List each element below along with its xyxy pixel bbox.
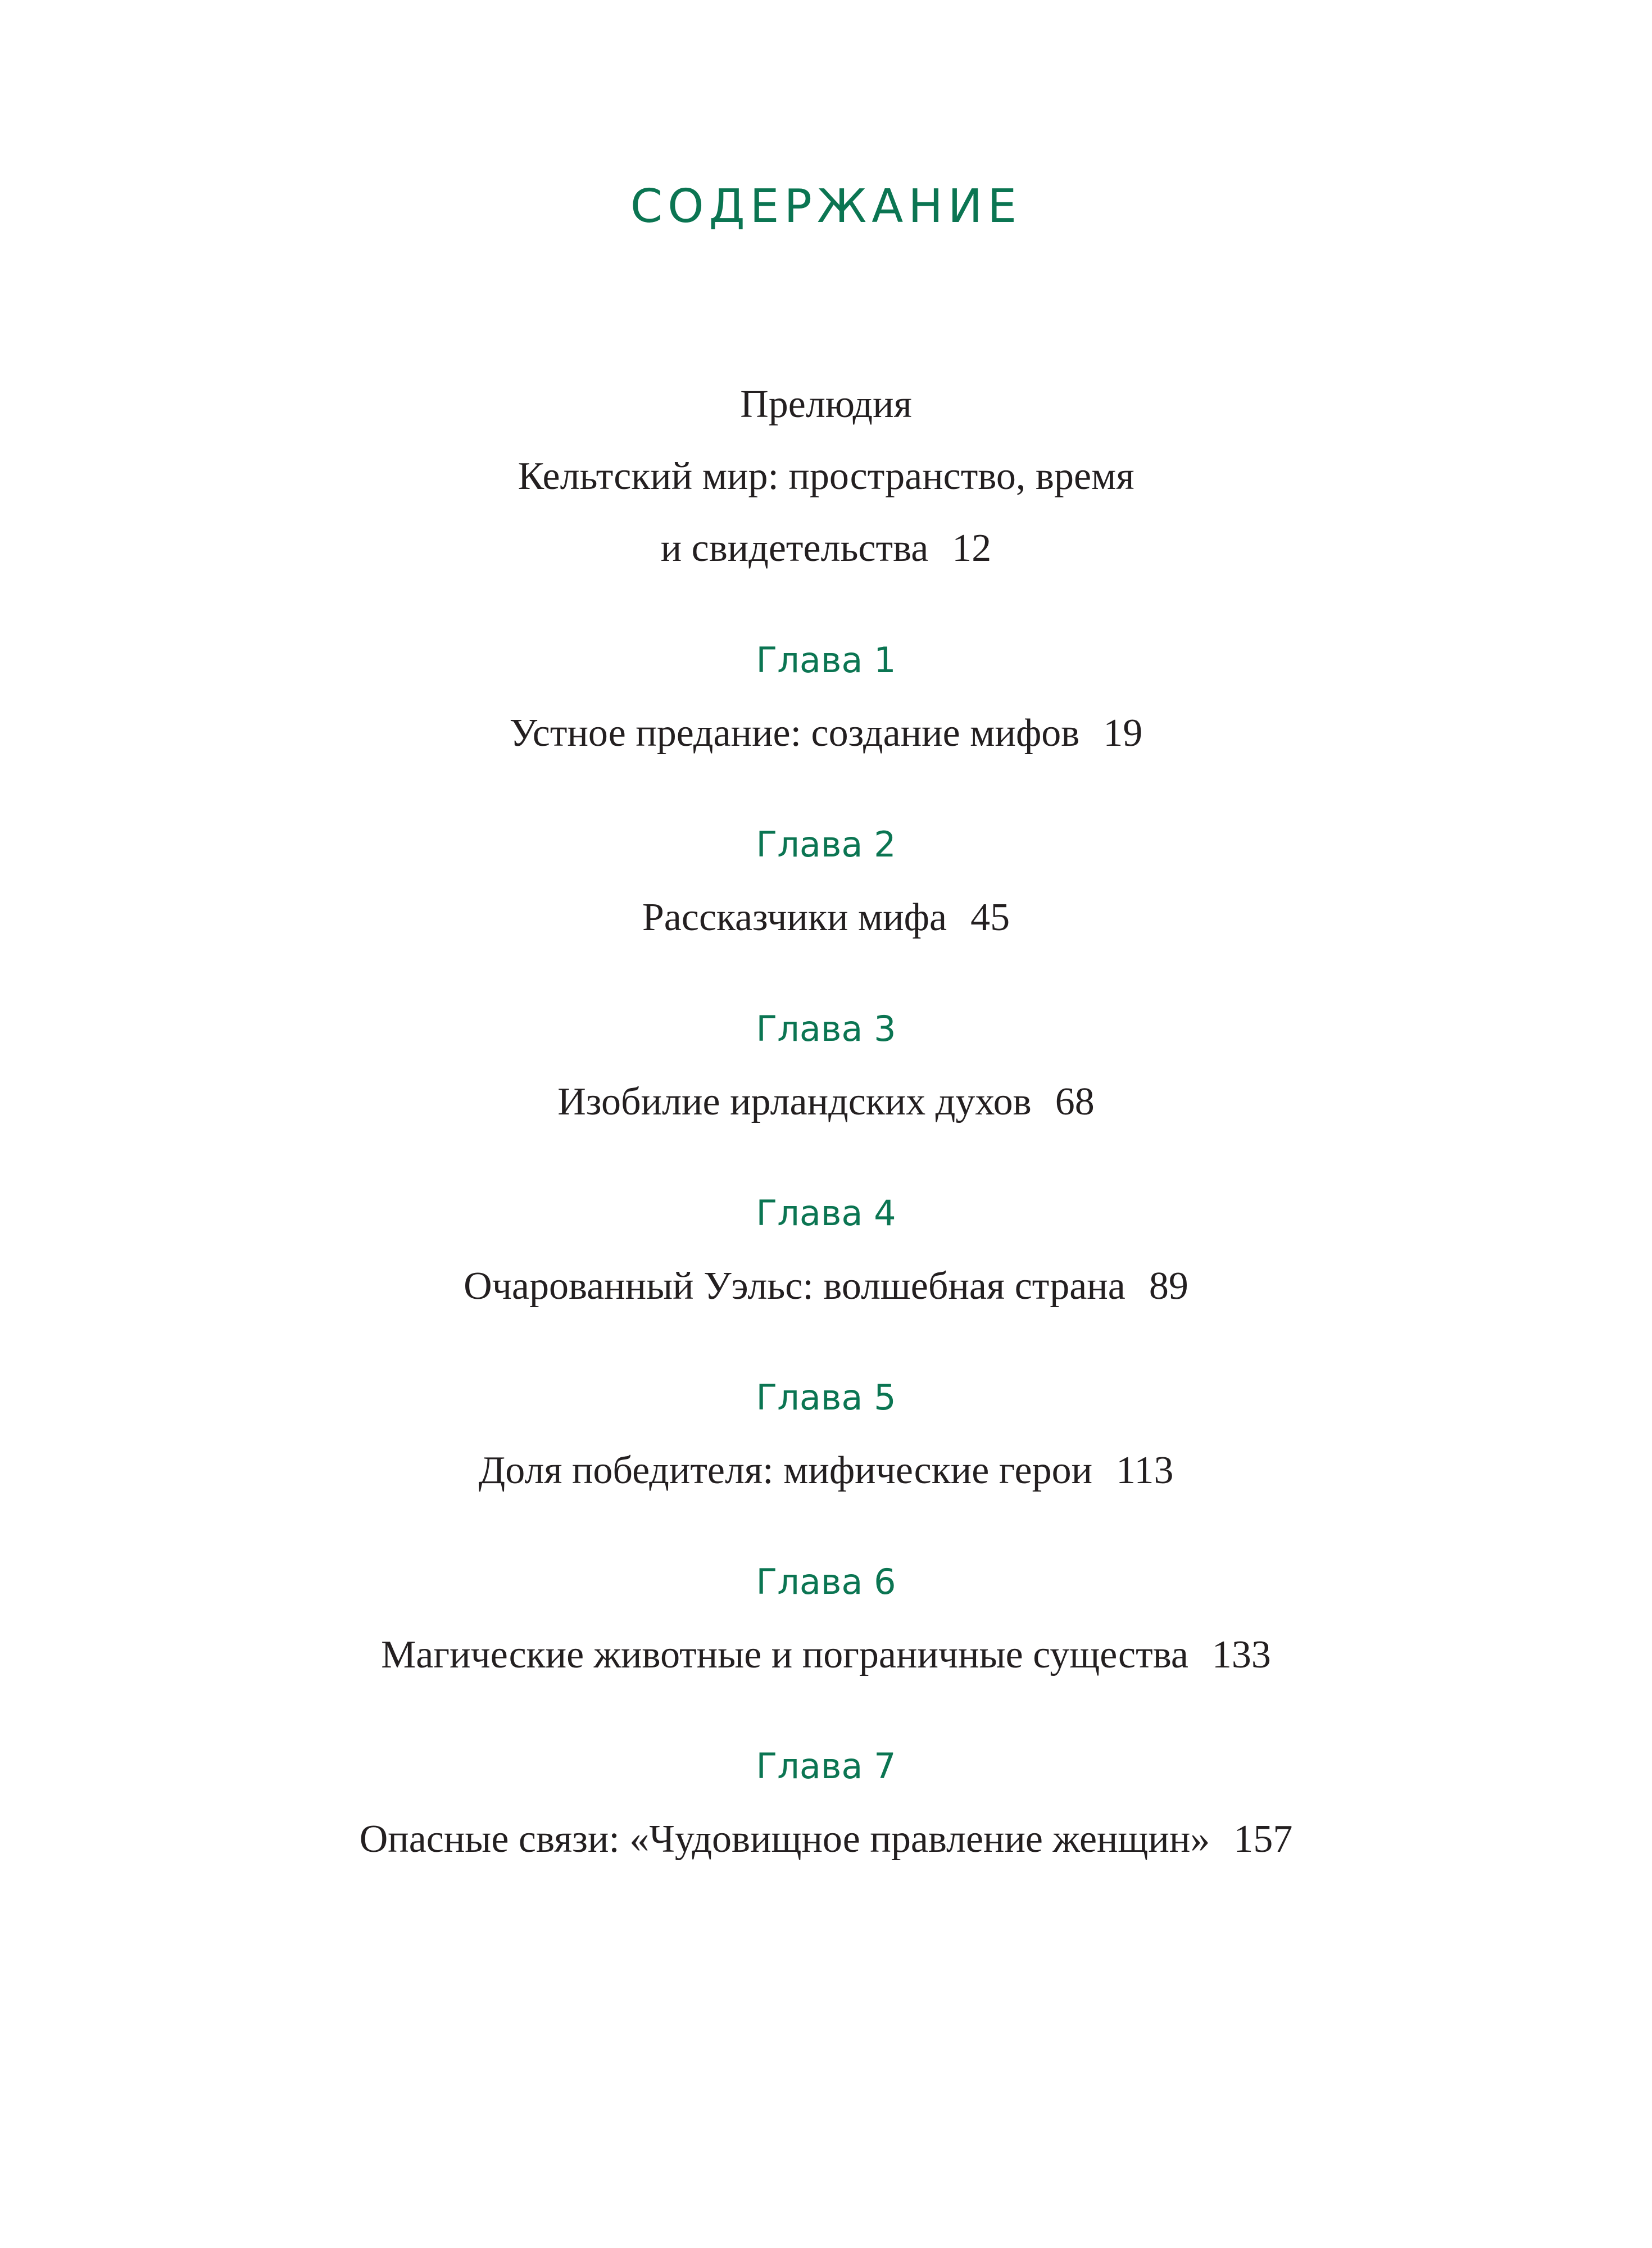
chapter-title: Изобилие ирландских духов [557,1080,1032,1123]
chapter-label: Глава 6 [756,1561,896,1602]
chapter-label: Глава 2 [756,824,896,865]
page-title: СОДЕРЖАНИЕ [630,180,1022,233]
prelude-heading: Прелюдия [740,383,912,426]
chapter-title: Очарованный Уэльс: волшебная страна [464,1265,1125,1308]
chapter-title-line [0,890,1652,946]
chapter-title: Устное предание: создание мифов [509,711,1080,755]
chapter-title-line [0,1627,1652,1683]
chapter-label: Глава 3 [756,1008,896,1049]
page-number: 45 [970,896,1010,939]
chapter-title-line [0,1074,1652,1130]
page-number: 157 [1233,1818,1293,1861]
chapter-title: Рассказчики мифа [642,896,947,939]
chapter-title: Доля победителя: мифические герои [478,1449,1093,1492]
page-number: 113 [1116,1449,1174,1492]
page-number: 19 [1103,711,1143,755]
page-number: 68 [1055,1080,1095,1123]
chapter-label: Глава 7 [756,1746,896,1787]
chapter-label: Глава 4 [756,1193,896,1234]
chapter-label: Глава 1 [756,640,896,681]
page-number: 89 [1149,1265,1188,1308]
chapter-title: Опасные связи: «Чудовищное правление женщин» [359,1818,1210,1861]
chapter-title-line [0,705,1652,762]
page-number: 133 [1211,1633,1271,1676]
chapter-title-line [0,1443,1652,1499]
chapter-title: Магические животные и пограничные существа [381,1633,1188,1676]
chapter-label: Глава 5 [756,1377,896,1418]
chapter-title-line [0,1258,1652,1315]
chapter-title-line [0,1811,1652,1868]
prelude-title-text: и свидетельства [660,527,929,570]
prelude-title-line-1: Кельтский мир: пространство, время [518,455,1134,498]
page-number: 12 [952,527,992,570]
prelude-title-line-2 [0,520,1652,577]
